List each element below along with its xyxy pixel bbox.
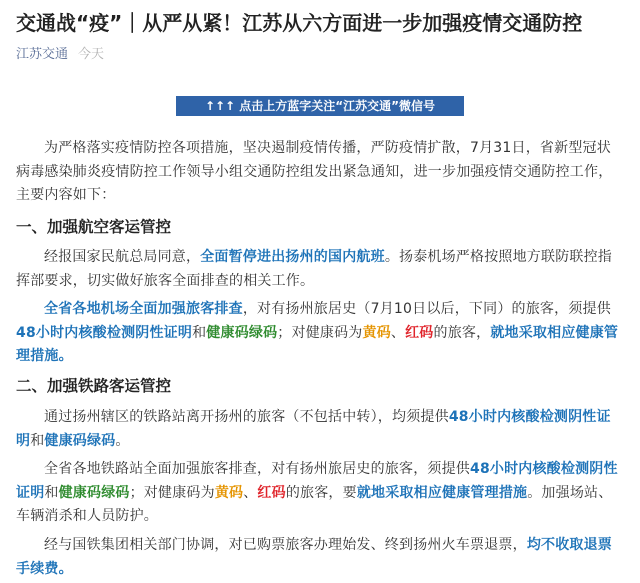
- text-segment: 和: [30, 432, 45, 449]
- green-code-text: 健康码绿码: [206, 324, 278, 341]
- source-account-link[interactable]: 江苏交通: [16, 47, 69, 62]
- red-code-text: 红码: [257, 484, 286, 501]
- text-segment: 、: [390, 324, 406, 341]
- yellow-code-text: 黄码: [362, 324, 391, 341]
- text-segment: 的旅客，要: [285, 484, 357, 501]
- text-segment: ；对健康码为: [129, 484, 215, 501]
- highlight-text: 就地采取相应健康管理措施: [356, 484, 528, 501]
- text-segment: ，对有扬州旅居史（7月10日以后，下同）的旅客，须提供: [242, 301, 611, 317]
- text-segment: 全省各地铁路站全面加强旅客排查，对有扬州旅居史的旅客，须提供: [44, 461, 470, 477]
- red-code-text: 红码: [405, 324, 434, 341]
- railway-paragraph-2: [16, 458, 624, 529]
- aviation-paragraph-2: [16, 298, 624, 369]
- green-code-text: 健康码绿码: [58, 484, 130, 501]
- intro-paragraph: 为严格落实疫情防控各项措施，坚决遏制疫情传播，严防疫情扩散，7月31日，省新型冠状病毒感染肺炎疫情防控工作领导小组交通防控组发出紧急通知，进一步加强疫情交通防控工作，主要内容如下：: [16, 140, 613, 203]
- text-segment: 经报国家民航总局同意，: [44, 249, 201, 265]
- text-segment: 和: [44, 484, 59, 501]
- text-segment: 。: [115, 432, 130, 449]
- text-segment: 和: [192, 324, 207, 341]
- aviation-paragraph-1: [16, 246, 624, 293]
- highlight-text: 均不收取退票手续费。: [16, 537, 613, 577]
- text-segment: 。扬泰机场严格按照地方联防联控指挥部要求，切实做好旅客全面排查的相关工作。: [16, 249, 613, 289]
- railway-paragraph-3: [16, 534, 624, 581]
- text-segment: 通过扬州辖区的铁路站离开扬州的旅客（不包括中转），均须提供: [44, 409, 449, 425]
- highlight-text: 全省各地机场全面加强旅客排查: [44, 301, 243, 317]
- article-meta: [16, 46, 104, 64]
- text-segment: 、: [243, 484, 258, 501]
- highlight-text: 全面暂停进出扬州的国内航班: [200, 249, 385, 265]
- text-segment: 。加强场站、车辆消杀和人员防护。: [16, 484, 613, 524]
- article-title: 交通战“疫”｜从严从紧！江苏从六方面进一步加强疫情交通防控: [16, 11, 583, 35]
- railway-paragraph-1: [16, 406, 624, 453]
- follow-banner[interactable]: ↑↑↑ 点击上方蓝字关注“江苏交通”微信号: [176, 96, 464, 116]
- section-heading-railway: 二、加强铁路客运管控: [16, 377, 172, 395]
- highlight-text: 48小时内核酸检测阴性证明: [16, 461, 618, 501]
- highlight-text: 48小时内核酸检测阴性证明: [16, 409, 611, 449]
- yellow-code-text: 黄码: [214, 484, 244, 501]
- highlight-text: 48小时内核酸检测阴性证明: [16, 324, 193, 341]
- text-segment: 的旅客，: [433, 324, 491, 341]
- publish-time: 今天: [78, 47, 105, 62]
- text-segment: ；对健康码为: [277, 324, 363, 341]
- highlight-text: 就地采取相应健康管理措施。: [16, 324, 619, 364]
- section-heading-aviation: 一、加强航空客运管控: [16, 218, 172, 236]
- highlight-text: 健康码绿码: [44, 432, 116, 449]
- text-segment: 经与国铁集团相关部门协调，对已购票旅客办理始发、终到扬州火车票退票，: [44, 537, 527, 553]
